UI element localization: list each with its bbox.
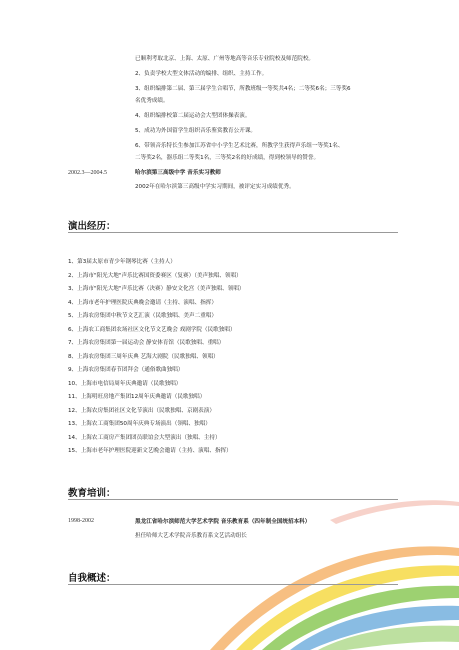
list-item: 5、上海农房集团中秋节文艺汇演（民歌独唱、美声二重唱） [68, 313, 217, 319]
work-line-5: 4、组织编排校第二届运动会大型团体操表演。 [135, 113, 251, 119]
performance-section-title: 演出经历： [68, 221, 116, 232]
list-item: 9、上海农房集团春节团拜会（通俗歌曲独唱） [68, 367, 184, 373]
work-line-4: 名优秀成绩。 [135, 98, 169, 104]
education-section-title: 教育培训： [68, 488, 116, 499]
performance-list [68, 256, 245, 459]
list-item: 6、上海农工商集团农场社区文化节文艺晚会 戏剧学院（民歌独唱） [68, 326, 236, 333]
work-line-2: 2、负责学校大型文体活动的编排、组织、主持工作。 [135, 71, 268, 77]
work-line-7: 6、带领音乐特长生参加江苏省中小学生艺术比赛，所教学生获得声乐组一等奖1名、 [135, 143, 344, 149]
work-entry-date: 2002.3—2004.5 [68, 170, 107, 176]
work-entry-description: 2002年在哈尔滨第三高级中学实习期间，被评定实习成绩优秀。 [135, 184, 295, 190]
list-item: 2、上海市"阳光大地"声乐比赛国资委赛区（复赛）（美声独唱、领唱） [68, 272, 242, 279]
list-item: 14、上海农工商房产集团团员联谊会大型演出（独唱、主持） [68, 434, 221, 441]
performance-section-rule [68, 232, 398, 233]
list-item: 12、上海农房集团社区文化节演出（民歌独唱、京剧表演） [68, 407, 215, 414]
work-entry-title: 哈尔滨第三高级中学 音乐实习教师 [135, 170, 221, 176]
list-item: 13、上海农工商集团50周年庆典专场演出（领唱、独唱） [68, 421, 211, 427]
list-item: 10、上海市电信局周年庆典邀请（民歌独唱） [68, 380, 182, 387]
list-item: 3、上海市"阳光大地"声乐比赛（决赛）静安文化宫（美声独唱、领唱） [68, 286, 245, 292]
education-section-rule [68, 499, 398, 500]
education-line-2: 担任哈师大艺术学院音乐教育系文艺活动组长 [135, 533, 247, 539]
work-line-8: 二等奖2名，器乐组二等奖1名，三等奖2名的好成绩，得到校领导的赞誉。 [135, 155, 320, 161]
education-date: 1998-2002 [68, 518, 94, 524]
work-line-1: 已顺利考取北京、上海、太原、广州等地高等音乐专业院校及师范院校。 [135, 56, 315, 62]
list-item: 15、上海市老年护理医院迎新文艺晚会邀请（主持、演唱、指挥） [68, 448, 232, 454]
list-item: 1、第3届太原市青少年钢琴比赛（主持人） [68, 259, 176, 265]
list-item: 8、上海农房集团三周年庆典 艺海大剧院（民歌独唱、领唱） [68, 353, 219, 360]
work-line-3: 3、组织编排第二届、第三届学生合唱节，所教班级一等奖共4名；二等奖6名；三等奖6 [135, 86, 351, 92]
list-item: 7、上海农房集团第一届运动会 静安体育馆（民歌独唱、重唱） [68, 340, 225, 346]
summary-section-rule [68, 584, 398, 585]
work-line-6: 5、成功为外国留学生组织音乐鉴赏教育公开课。 [135, 128, 257, 134]
list-item: 11、上海明旺房地产集团12周年庆典邀请（民歌独唱） [68, 394, 206, 400]
summary-section-title: 自我概述： [68, 573, 116, 584]
list-item: 4、上海市老年护理医院庆典晚会邀请（主持、演唱、指挥） [68, 299, 217, 306]
education-line-1: 黑龙江省哈尔滨师范大学艺术学院 音乐教育系（四年制全国统招本科） [135, 519, 311, 525]
